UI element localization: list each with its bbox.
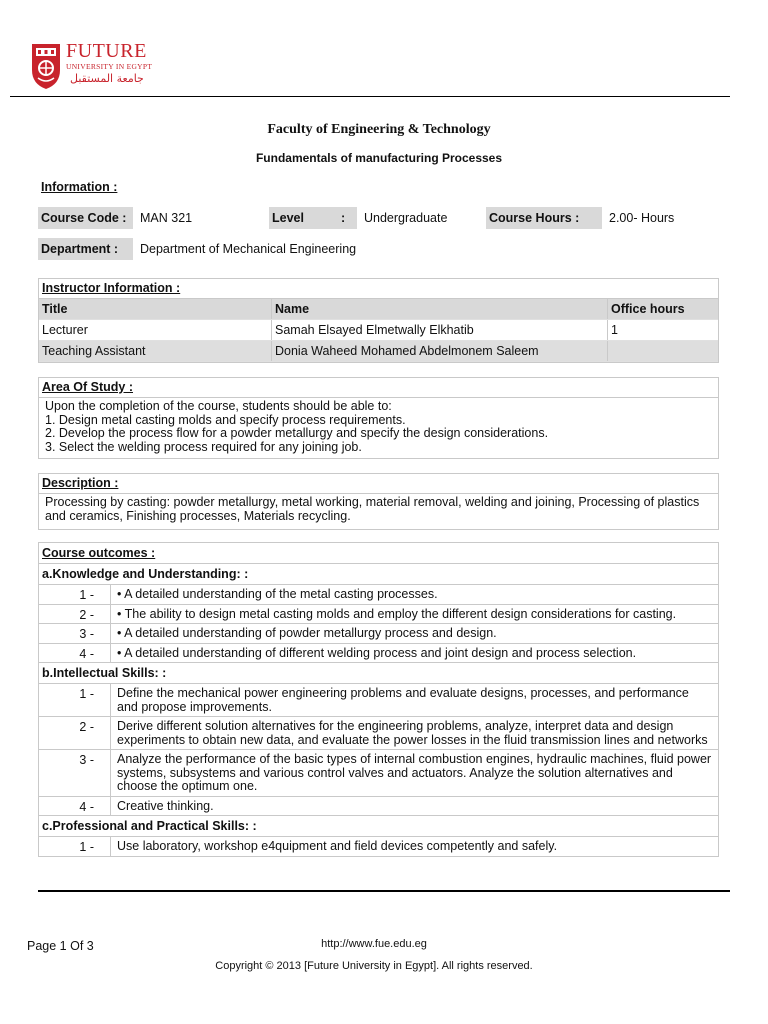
outcome-text: Define the mechanical power engineering problems and evaluate designs, processes, and performance and propose improvements. — [117, 686, 689, 714]
instructor-table — [39, 299, 718, 362]
outcome-number: 4 - — [39, 644, 111, 663]
instructor-information-box — [38, 278, 719, 363]
outcome-text: Use laboratory, workshop e4quipment and field devices competently and safely. — [117, 839, 558, 853]
outcome-number: 3 - — [39, 750, 111, 796]
area-of-study-box — [38, 377, 719, 459]
instructor-title-cell: Lecturer — [39, 320, 272, 341]
table-row — [39, 320, 718, 341]
instructor-table-header — [39, 299, 718, 320]
instructor-title-cell: Teaching Assistant — [39, 341, 272, 362]
area-of-study-heading: Area Of Study : — [39, 378, 718, 398]
outcome-number: 2 - — [39, 717, 111, 749]
level-label — [269, 207, 357, 229]
outcome-text: Derive different solution alternatives for the engineering problems, analyze, interpret data and design experiments to obtain new data, and evaluate the power losses in the fluid transmission lines and networks — [117, 719, 708, 747]
outcome-section-intellectual: b.Intellectual Skills: : — [39, 663, 718, 684]
department-label: Department : — [38, 238, 133, 260]
outcome-text: Analyze the performance of the basic types of internal combustion engines, hydraulic machines, fluid power systems, subsystems and various control valves and actuators. Analyze the solution alternatives and choose the optimum one. — [117, 752, 712, 793]
outcome-text: • A detailed understanding of different welding process and joint design and process selection. — [117, 645, 637, 660]
outcome-text: • The ability to design metal casting molds and employ the different design considerations for casting. — [117, 606, 677, 621]
area-of-study-line: 3. Select the welding process required for any joining job. — [45, 439, 362, 454]
outcome-number: 3 - — [39, 624, 111, 643]
list-item — [39, 837, 718, 856]
list-item — [39, 605, 718, 625]
course-outcomes-heading: Course outcomes : — [39, 543, 718, 564]
footer-copyright: Copyright © 2013 [Future University in Egypt]. All rights reserved. — [215, 960, 533, 972]
outcome-number: 1 - — [39, 837, 111, 856]
outcome-section-knowledge: a.Knowledge and Understanding: : — [39, 564, 718, 585]
logo-arabic-name: جامعة المستقبل — [70, 72, 144, 85]
course-hours-value: 2.00- Hours — [609, 211, 675, 225]
instructor-hours-cell — [608, 341, 719, 362]
list-item — [39, 644, 718, 664]
information-heading: Information : — [41, 180, 118, 194]
description-box — [38, 473, 719, 530]
page-number: Page 1 Of 3 — [27, 939, 94, 953]
outcome-text: • A detailed understanding of the metal casting processes. — [117, 587, 438, 601]
course-title: Fundamentals of manufacturing Processes — [255, 151, 503, 165]
footer-divider — [38, 890, 730, 892]
university-logo — [30, 40, 160, 92]
area-of-study-line: Upon the completion of the course, students should be able to: — [45, 399, 392, 413]
instructor-name-cell: Samah Elsayed Elmetwally Elkhatib — [272, 320, 608, 341]
description-text: Processing by casting: powder metallurgy, metal working, material removal, welding and joining, Processing of plastics and ceramics, Finishing processes, Materials recycling. — [45, 495, 700, 523]
list-item — [39, 717, 718, 750]
list-item — [39, 684, 718, 717]
course-outcomes-box — [38, 542, 719, 857]
outcome-text: Creative thinking. — [117, 798, 214, 813]
instructor-name-cell: Donia Waheed Mohamed Abdelmonem Saleem — [272, 341, 608, 362]
area-of-study-line: 1. Design metal casting molds and specify process requirements. — [45, 412, 406, 427]
shield-crest-icon — [30, 40, 62, 90]
area-of-study-line: 2. Develop the process flow for a powder metallurgy and specify the design considerations. — [45, 426, 549, 440]
course-hours-label: Course Hours : — [486, 207, 602, 229]
footer-url-link[interactable]: http://www.fue.edu.eg — [321, 938, 427, 950]
column-header-name: Name — [272, 299, 608, 320]
level-label-text: Level — [272, 211, 304, 225]
outcome-section-professional: c.Professional and Practical Skills: : — [39, 816, 718, 837]
list-item — [39, 585, 718, 605]
area-of-study-body — [39, 398, 718, 458]
column-header-office-hours: Office hours — [608, 299, 719, 320]
level-label-colon: : — [341, 211, 346, 225]
outcome-text: • A detailed understanding of powder metallurgy process and design. — [117, 626, 497, 640]
course-code-label: Course Code : — [38, 207, 133, 229]
department-value: Department of Mechanical Engineering — [140, 242, 357, 256]
instructor-information-heading: Instructor Information : — [39, 279, 718, 299]
outcome-number: 4 - — [39, 797, 111, 816]
list-item — [39, 750, 718, 797]
level-value: Undergraduate — [364, 211, 448, 225]
header-divider — [10, 96, 730, 97]
course-code-value: MAN 321 — [140, 211, 193, 225]
instructor-hours-cell: 1 — [608, 320, 719, 341]
list-item — [39, 624, 718, 644]
faculty-title: Faculty of Engineering & Technology — [267, 122, 491, 137]
table-row — [39, 341, 718, 362]
logo-subtitle: UNIVERSITY IN EGYPT — [66, 62, 153, 71]
outcome-number: 2 - — [39, 605, 111, 624]
description-heading: Description : — [39, 474, 718, 494]
outcome-number: 1 - — [39, 684, 111, 716]
outcome-number: 1 - — [39, 585, 111, 604]
logo-wordmark: FUTURE — [66, 40, 147, 62]
list-item — [39, 797, 718, 817]
column-header-title: Title — [39, 299, 272, 320]
